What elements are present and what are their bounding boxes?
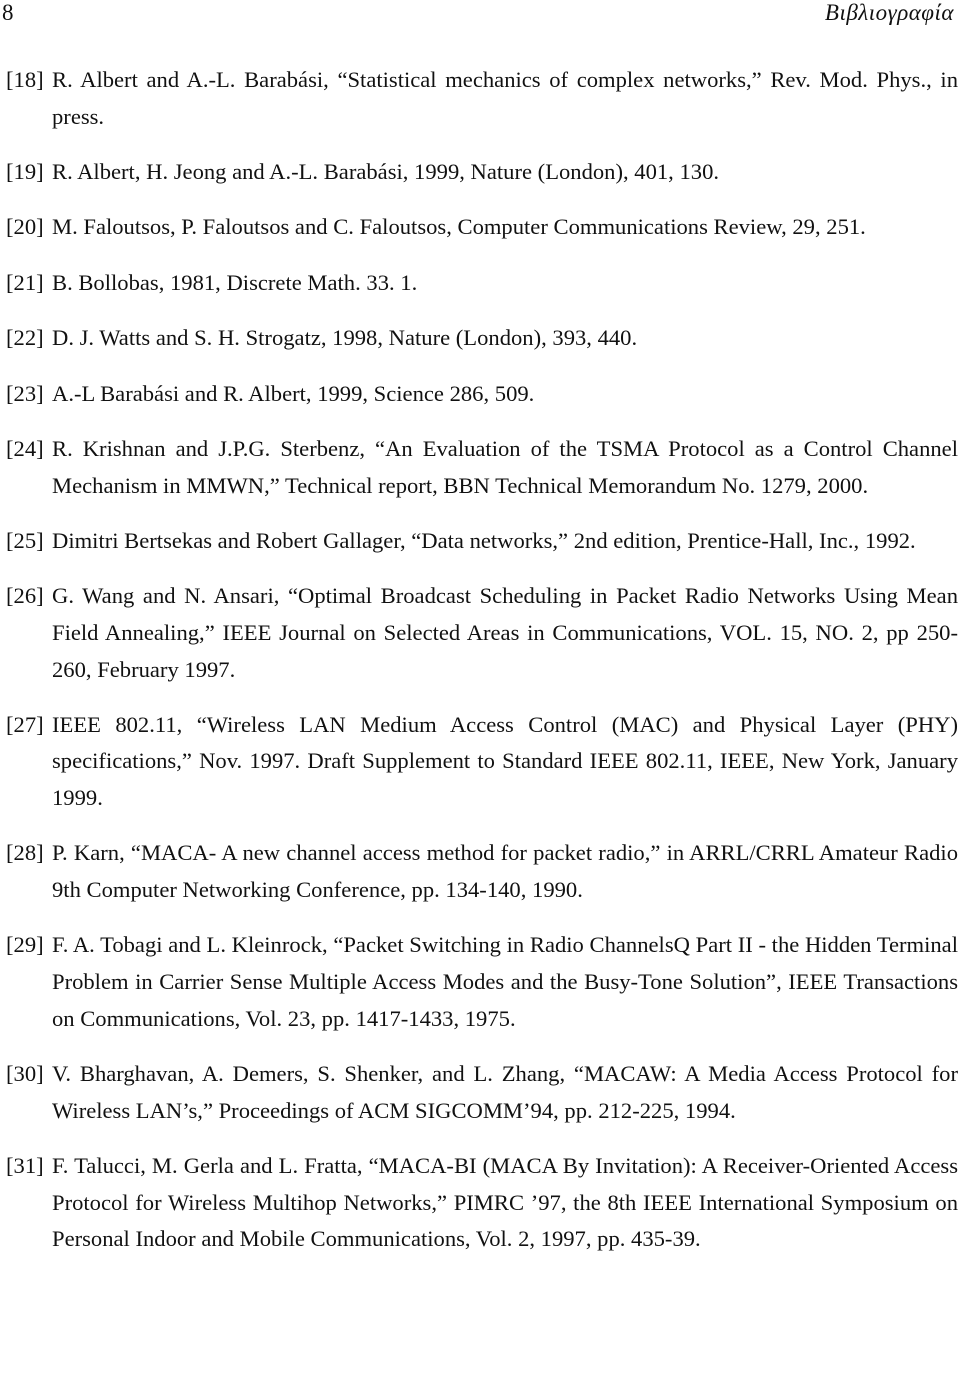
reference-item	[0, 62, 958, 135]
reference-item	[0, 835, 958, 908]
reference-number: [23]	[6, 380, 44, 406]
reference-text: M. Faloutsos, P. Faloutsos and C. Faloutsos, Computer Communications Review, 29, 251.	[52, 214, 866, 240]
reference-text: F. A. Tobagi and L. Kleinrock, “Packet Switching in Radio ChannelsQ Part II - the Hidden Terminal Problem in Carrier Sense Multiple Access Modes and the Busy-Tone Solution”, IEEE Transactions on Communications, Vol. 23, pp. 1417-1433, 1975.	[52, 932, 958, 1031]
reference-number: [22]	[6, 325, 44, 351]
reference-text: D. J. Watts and S. H. Strogatz, 1998, Nature (London), 393, 440.	[52, 325, 638, 351]
reference-text: B. Bollobas, 1981, Discrete Math. 33. 1.	[52, 269, 418, 295]
reference-number: [28]	[6, 840, 44, 866]
reference-item	[0, 1148, 958, 1258]
reference-text: F. Talucci, M. Gerla and L. Fratta, “MACA-BI (MACA By Invitation): A Receiver-Oriented Access Protocol for Wireless Multihop Networks,” PIMRC ’97, the 8th IEEE International Symposium on Personal Indoor and Mobile Communications, Vol. 2, 1997, pp. 435-39.	[52, 1153, 958, 1252]
reference-number: [18]	[6, 67, 44, 92]
reference-item	[0, 376, 958, 413]
reference-number: [19]	[6, 158, 44, 184]
reference-text: R. Albert and A.-L. Barabási, “Statistical mechanics of complex networks,” Rev. Mod. Phys., in press.	[52, 67, 958, 129]
reference-number: [27]	[6, 711, 44, 737]
page-number: 8	[2, 0, 14, 25]
reference-text: R. Albert, H. Jeong and A.-L. Barabási, 1999, Nature (London), 401, 130.	[52, 158, 720, 184]
reference-text: Dimitri Bertsekas and Robert Gallager, “Data networks,” 2nd edition, Prentice-Hall, Inc., 1992.	[52, 527, 916, 553]
reference-text: IEEE 802.11, “Wireless LAN Medium Access Control (MAC) and Physical Layer (PHY) specifications,” Nov. 1997. Draft Supplement to Standard IEEE 802.11, IEEE, New York, January 1999.	[52, 711, 958, 811]
reference-item	[0, 927, 958, 1037]
reference-item	[0, 1056, 958, 1129]
running-title: Βιβλιογραφία	[824, 0, 954, 25]
reference-number: [31]	[6, 1153, 44, 1179]
reference-item	[0, 707, 958, 817]
reference-number: [25]	[6, 527, 44, 553]
reference-number: [24]	[6, 435, 44, 461]
reference-item	[0, 320, 958, 357]
reference-number: [21]	[6, 269, 44, 295]
reference-text: P. Karn, “MACA- A new channel access method for packet radio,” in ARRL/CRRL Amateur Radio 9th Computer Networking Conference, pp. 134-140, 1990.	[52, 840, 958, 903]
reference-item	[0, 523, 958, 560]
reference-item	[0, 209, 958, 246]
reference-item	[0, 154, 958, 191]
reference-text: R. Krishnan and J.P.G. Sterbenz, “An Evaluation of the TSMA Protocol as a Control Channel Mechanism in MMWN,” Technical report, BBN Technical Memorandum No. 1279, 2000.	[52, 435, 958, 498]
reference-number: [26]	[6, 583, 44, 609]
reference-number: [30]	[6, 1061, 44, 1087]
reference-number: [20]	[6, 214, 44, 240]
reference-item	[0, 578, 958, 688]
reference-list	[0, 62, 958, 1277]
reference-text: V. Bharghavan, A. Demers, S. Shenker, and L. Zhang, “MACAW: A Media Access Protocol for Wireless LAN’s,” Proceedings of ACM SIGCOMM’94, pp. 212-225, 1994.	[52, 1061, 958, 1123]
reference-text: A.-L Barabási and R. Albert, 1999, Science 286, 509.	[52, 380, 535, 406]
reference-text: G. Wang and N. Ansari, “Optimal Broadcast Scheduling in Packet Radio Networks Using Mean Field Annealing,” IEEE Journal on Selected Areas in Communications, VOL. 15, NO. 2, pp 250-260, February 1997.	[52, 583, 958, 682]
reference-number: [29]	[6, 932, 44, 958]
reference-item	[0, 431, 958, 504]
reference-item	[0, 265, 958, 302]
